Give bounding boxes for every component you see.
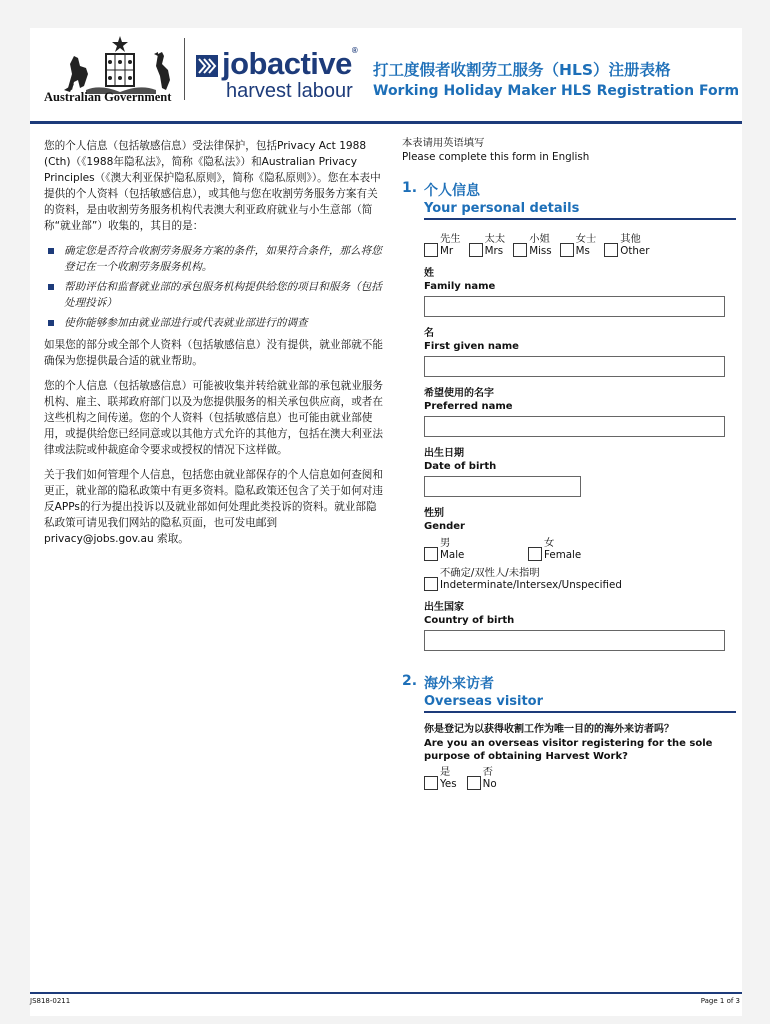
checkbox[interactable] (469, 243, 483, 257)
option-label-en: Other (620, 245, 650, 257)
privacy-notice (44, 138, 384, 556)
title-option-mrs[interactable] (469, 227, 506, 257)
section-rule (424, 218, 736, 220)
option-label-cn: 女 (544, 537, 555, 549)
title-option-other[interactable] (604, 227, 649, 257)
option-label-en: No (482, 777, 497, 790)
option-label-cn: 男 (440, 537, 451, 549)
option-label-cn: 太太 (484, 233, 506, 245)
privacy-bullet: 确定您是否符合收割劳务服务方案的条件，如果符合条件，那么将您登记在一个收割劳务服务机构。 (64, 243, 384, 275)
section-title-en: Overseas visitor (424, 694, 544, 709)
privacy-bullet: 使你能够参加由就业部进行或代表就业部进行的调查 (64, 315, 384, 331)
checkbox[interactable] (424, 776, 438, 790)
given-name-field[interactable] (424, 356, 725, 377)
gender-option-female[interactable] (528, 537, 624, 561)
option-no[interactable] (467, 766, 497, 790)
option-label-en: Male (440, 549, 465, 561)
option-yes[interactable] (424, 766, 457, 790)
gender-options-other (424, 567, 736, 591)
coat-of-arms-icon (50, 34, 190, 96)
section-number: 2. (402, 673, 418, 689)
preferred-name-label-en: Preferred name (424, 401, 513, 412)
header-rule (30, 121, 742, 124)
privacy-paragraph-1: 您的个人信息（包括敏感信息）受法律保护，包括Privacy Act 1988 (Cth)（《1988年隐私法》，简称《隐私法》）和Australian Privacy Principles（《澳大利亚保护隐私原则》，简称《隐私原则》）。您在本表中提供的个人资料（包括敏感信息），或其他与您在收割劳务服务方案有关的资料，是由收割劳务服务机构代表澳大利亚政府就业与小生意部（简称“就业部”）收集的，其目的是： (44, 140, 381, 232)
form-title-cn: 打工度假者收割劳工服务（HLS）注册表格 (373, 61, 671, 79)
checkbox[interactable] (604, 243, 618, 257)
option-label-cn: 是 (440, 765, 451, 778)
dob-label-cn: 出生日期 (424, 448, 464, 459)
overseas-visitor-fields (424, 723, 736, 790)
privacy-paragraph-2: 如果您的部分或全部个人资料（包括敏感信息）没有提供，就业部就不能确保为您提供最合适的就业帮助。 (44, 339, 383, 367)
privacy-bullet: 帮助评估和监督就业部的承包服务机构提供给您的项目和服务（包括处理投诉） (64, 279, 384, 311)
section-number: 1. (402, 180, 418, 196)
personal-details-fields (424, 227, 736, 651)
section-title-cn: 个人信息 (424, 183, 480, 199)
country-label-en: Country of birth (424, 615, 515, 626)
overseas-question-cn: 你是登记为以获得收割工作为唯一目的的海外来访者吗？ (424, 724, 674, 735)
gender-label-en: Gender (424, 521, 465, 532)
government-name: Australian Government (44, 90, 172, 104)
checkbox[interactable] (560, 243, 574, 257)
option-label-en: Miss (529, 245, 552, 257)
header-divider (184, 38, 185, 100)
checkbox[interactable] (424, 577, 438, 591)
option-label-cn: 其他 (620, 233, 641, 245)
option-label-en: Mr (440, 245, 454, 257)
family-name-label-en: Family name (424, 281, 496, 292)
privacy-purpose-list (44, 243, 384, 331)
instructions (402, 136, 736, 164)
privacy-paragraph-3: 您的个人信息（包括敏感信息）可能被收集并转给就业部的承包就业服务机构、雇主、联邦政府部门以及为您提供服务的相关承包供应商，或者在这些机构之间传递。您的个人资料（包括敏感信息）也可能由就业部使用，或提供给您已经同意或以其他方式允许的其他方，包括在澳大利亚法律或法院或仲裁庭命令要求或授权的情况下这样做。 (44, 380, 383, 456)
section-1-heading (402, 180, 736, 220)
footer-rule (30, 992, 742, 994)
instructions-cn: 本表请用英语填写 (402, 137, 485, 149)
option-label-en: Indeterminate/Intersex/Unspecified (440, 579, 622, 591)
brand-logo (196, 46, 357, 82)
gender-label-cn: 性别 (424, 508, 444, 519)
checkbox[interactable] (424, 243, 438, 257)
overseas-question-en: Are you an overseas visitor registering for the sole purpose of obtaining Harvest Work? (424, 737, 713, 762)
form-column (402, 136, 736, 790)
gender-option-male[interactable] (424, 537, 520, 561)
yes-no-options (424, 766, 736, 790)
family-name-label-cn: 姓 (424, 268, 434, 279)
gender-options (424, 537, 736, 561)
brand-name: jobactive (222, 46, 352, 81)
page-number: Page 1 of 3 (700, 997, 740, 1005)
gender-option-unspecified[interactable] (424, 567, 622, 591)
given-name-label-cn: 名 (424, 328, 434, 339)
option-label-cn: 否 (482, 765, 493, 778)
date-of-birth-field[interactable] (424, 476, 581, 497)
option-label-cn: 不确定/双性人/未指明 (440, 567, 540, 579)
instructions-en: Please complete this form in English (402, 151, 590, 163)
title-option-mr[interactable] (424, 227, 461, 257)
brand-subtitle: harvest labour (226, 80, 353, 102)
country-of-birth-field[interactable] (424, 630, 725, 651)
form-title-en: Working Holiday Maker HLS Registration Form (373, 83, 740, 99)
preferred-name-label-cn: 希望使用的名字 (424, 388, 494, 399)
option-label-en: Female (544, 549, 582, 561)
section-title-cn: 海外来访者 (424, 676, 494, 692)
privacy-paragraph-4: 关于我们如何管理个人信息，包括您由就业部保存的个人信息如何查阅和更正，就业部的隐私政策中有更多资料。隐私政策还包含了关于如何对违反APPs的行为提出投诉以及就业部如何处理此类投诉的资料。就业部隐私政策可请见我们网站的隐私页面，也可发电邮到 privacy@jobs.gov.au 索取。 (44, 469, 383, 545)
checkbox[interactable] (467, 776, 481, 790)
registered-mark: ® (351, 46, 358, 55)
option-label-cn: 小姐 (529, 233, 550, 245)
section-2-heading (402, 673, 736, 713)
preferred-name-field[interactable] (424, 416, 725, 437)
given-name-label-en: First given name (424, 341, 519, 352)
family-name-field[interactable] (424, 296, 725, 317)
checkbox[interactable] (528, 547, 542, 561)
title-option-miss[interactable] (513, 227, 551, 257)
dob-label-en: Date of birth (424, 461, 497, 472)
option-label-cn: 女士 (575, 233, 597, 245)
section-rule (424, 711, 736, 713)
option-label-cn: 先生 (440, 233, 461, 245)
jobactive-arrows-icon (196, 55, 218, 77)
checkbox[interactable] (513, 243, 527, 257)
section-title-en: Your personal details (424, 201, 580, 216)
form-page (30, 28, 742, 1016)
checkbox[interactable] (424, 547, 438, 561)
form-header (30, 28, 742, 124)
option-label-en: Ms (575, 245, 590, 257)
option-label-en: Yes (440, 777, 457, 790)
country-label-cn: 出生国家 (424, 602, 464, 613)
option-label-en: Mrs (484, 245, 504, 257)
title-option-ms[interactable] (560, 227, 597, 257)
title-options (424, 227, 736, 257)
form-code: JS818-0211 (30, 997, 71, 1005)
